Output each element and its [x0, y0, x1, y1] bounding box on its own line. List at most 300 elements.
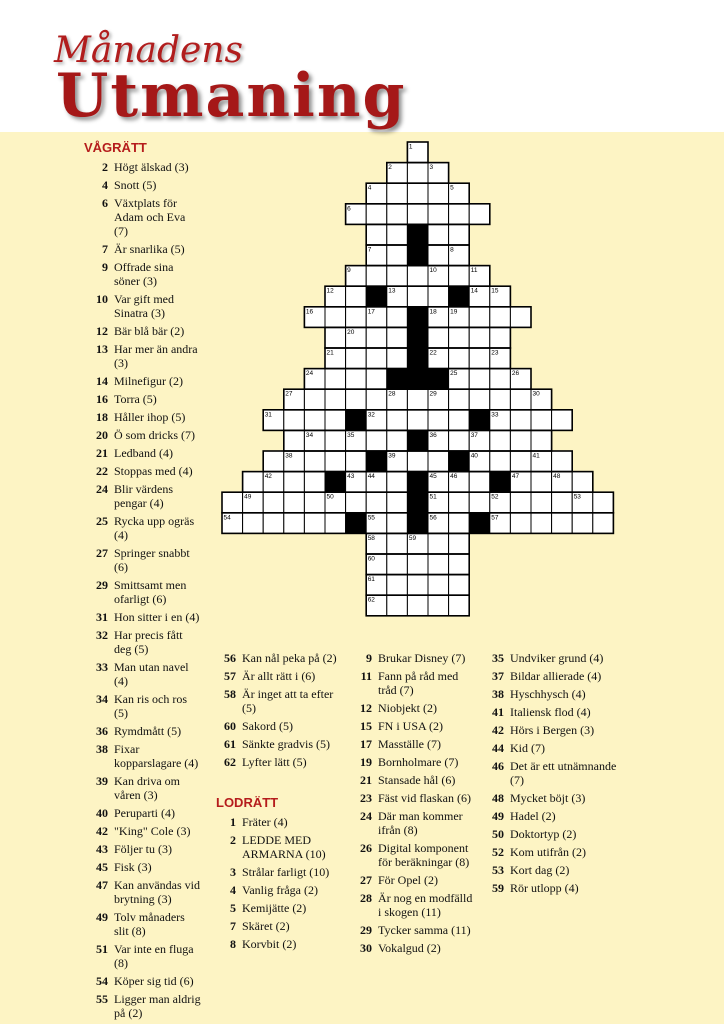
- clue-text: Kom utifrån (2): [510, 845, 586, 859]
- clue-text: Köper sig tid (6): [114, 974, 194, 988]
- grid-cell[interactable]: [469, 451, 490, 472]
- grid-cell[interactable]: [449, 410, 470, 431]
- clue-number: 61: [224, 737, 236, 751]
- grid-cell[interactable]: [304, 369, 325, 390]
- grid-cell[interactable]: [346, 430, 367, 451]
- grid-cell[interactable]: [593, 492, 614, 513]
- grid-cell[interactable]: [449, 533, 470, 554]
- grid-cell[interactable]: [366, 595, 387, 616]
- grid-cell[interactable]: [510, 451, 531, 472]
- grid-cell[interactable]: [428, 430, 449, 451]
- grid-cell[interactable]: [407, 142, 428, 163]
- grid-cell[interactable]: [449, 307, 470, 328]
- grid-cell[interactable]: [304, 430, 325, 451]
- clue-number: 37: [492, 669, 504, 683]
- grid-cell[interactable]: [304, 389, 325, 410]
- block-cell: [407, 245, 428, 266]
- grid-cell[interactable]: [510, 472, 531, 493]
- cell-number: 38: [285, 452, 293, 460]
- cell-number: 62: [367, 596, 375, 604]
- grid-cell[interactable]: [572, 492, 593, 513]
- grid-cell[interactable]: [263, 410, 284, 431]
- grid-cell[interactable]: [490, 348, 511, 369]
- clue-number: 16: [96, 392, 108, 406]
- clue-number: 9: [102, 260, 108, 274]
- grid-cell[interactable]: [387, 554, 408, 575]
- grid-cell[interactable]: [387, 348, 408, 369]
- grid-cell[interactable]: [531, 472, 552, 493]
- clue-text: Ö som dricks (7): [114, 428, 195, 442]
- cell-number: 14: [470, 287, 478, 295]
- grid-cell[interactable]: [263, 451, 284, 472]
- clue-text: Kan nål peka på (2): [242, 651, 337, 665]
- grid-cell[interactable]: [366, 245, 387, 266]
- grid-cell[interactable]: [531, 513, 552, 534]
- grid-cell[interactable]: [346, 348, 367, 369]
- cell-number: 37: [470, 431, 478, 439]
- clue-item: [84, 774, 202, 802]
- grid-cell[interactable]: [243, 513, 264, 534]
- cell-number: 57: [491, 514, 499, 522]
- grid-cell[interactable]: [387, 430, 408, 451]
- grid-cell[interactable]: [428, 348, 449, 369]
- cell-number: 54: [223, 514, 231, 522]
- grid-cell[interactable]: [387, 266, 408, 287]
- clue-item: [348, 669, 478, 697]
- grid-cell[interactable]: [469, 204, 490, 225]
- clue-item: [480, 845, 620, 859]
- grid-cell[interactable]: [469, 327, 490, 348]
- clue-number: 8: [230, 937, 236, 951]
- grid-cell[interactable]: [366, 430, 387, 451]
- grid-cell[interactable]: [387, 245, 408, 266]
- grid-cell[interactable]: [366, 389, 387, 410]
- grid-cell[interactable]: [510, 369, 531, 390]
- grid-cell[interactable]: [531, 492, 552, 513]
- clue-text: Är snarlika (5): [114, 242, 185, 256]
- clue-item: [480, 881, 620, 895]
- grid-cell[interactable]: [366, 492, 387, 513]
- grid-cell[interactable]: [407, 266, 428, 287]
- grid-cell[interactable]: [531, 430, 552, 451]
- clue-number: 43: [96, 842, 108, 856]
- grid-cell[interactable]: [407, 451, 428, 472]
- grid-cell[interactable]: [387, 286, 408, 307]
- grid-cell[interactable]: [490, 286, 511, 307]
- grid-cell[interactable]: [387, 327, 408, 348]
- clue-number: 27: [96, 546, 108, 560]
- grid-cell[interactable]: [387, 595, 408, 616]
- clue-number: 12: [360, 701, 372, 715]
- grid-cell[interactable]: [325, 327, 346, 348]
- grid-cell[interactable]: [490, 410, 511, 431]
- grid-cell[interactable]: [510, 430, 531, 451]
- grid-cell[interactable]: [510, 307, 531, 328]
- grid-cell[interactable]: [407, 286, 428, 307]
- grid-cell[interactable]: [304, 472, 325, 493]
- grid-cell[interactable]: [510, 513, 531, 534]
- grid-cell[interactable]: [469, 307, 490, 328]
- grid-cell[interactable]: [428, 245, 449, 266]
- cell-number: 2: [388, 164, 392, 172]
- grid-cell[interactable]: [469, 369, 490, 390]
- grid-cell[interactable]: [449, 492, 470, 513]
- grid-cell[interactable]: [284, 472, 305, 493]
- cell-number: 41: [532, 452, 540, 460]
- grid-cell[interactable]: [552, 472, 573, 493]
- grid-cell[interactable]: [469, 389, 490, 410]
- clue-number: 49: [492, 809, 504, 823]
- cell-number: 3: [429, 164, 434, 172]
- grid-cell[interactable]: [490, 327, 511, 348]
- grid-cell[interactable]: [469, 266, 490, 287]
- grid-cell[interactable]: [387, 204, 408, 225]
- clue-item: [84, 992, 202, 1020]
- grid-cell[interactable]: [469, 430, 490, 451]
- grid-cell[interactable]: [346, 266, 367, 287]
- grid-cell[interactable]: [490, 369, 511, 390]
- grid-cell[interactable]: [387, 513, 408, 534]
- grid-cell[interactable]: [531, 389, 552, 410]
- grid-cell[interactable]: [346, 307, 367, 328]
- grid-cell[interactable]: [284, 430, 305, 451]
- clue-text: Torra (5): [114, 392, 157, 406]
- clue-text: Kan ris och ros (5): [114, 692, 187, 720]
- grid-cell[interactable]: [366, 224, 387, 245]
- block-cell: [346, 410, 367, 431]
- clue-text: Har precis fått deg (5): [114, 628, 183, 656]
- grid-cell[interactable]: [552, 492, 573, 513]
- clue-text: Mycket böjt (3): [510, 791, 586, 805]
- grid-cell[interactable]: [387, 533, 408, 554]
- grid-cell[interactable]: [304, 307, 325, 328]
- clue-item: [212, 833, 344, 861]
- grid-cell[interactable]: [428, 327, 449, 348]
- cell-number: 58: [367, 534, 375, 542]
- grid-cell[interactable]: [428, 554, 449, 575]
- cell-number: 55: [367, 514, 375, 522]
- cell-number: 18: [429, 308, 437, 316]
- grid-cell[interactable]: [490, 307, 511, 328]
- grid-cell[interactable]: [366, 575, 387, 596]
- grid-cell[interactable]: [469, 286, 490, 307]
- grid-cell[interactable]: [366, 533, 387, 554]
- grid-cell[interactable]: [531, 410, 552, 431]
- grid-cell[interactable]: [243, 492, 264, 513]
- grid-cell[interactable]: [387, 183, 408, 204]
- grid-cell[interactable]: [490, 389, 511, 410]
- clue-text: Hyschhysch (4): [510, 687, 586, 701]
- block-cell: [407, 307, 428, 328]
- grid-cell[interactable]: [428, 410, 449, 431]
- clue-item: [348, 891, 478, 919]
- grid-cell[interactable]: [449, 327, 470, 348]
- clue-item: [84, 324, 202, 338]
- grid-cell[interactable]: [428, 389, 449, 410]
- grid-cell[interactable]: [428, 224, 449, 245]
- cell-number: 53: [573, 493, 581, 501]
- grid-cell[interactable]: [387, 575, 408, 596]
- cell-number: 25: [450, 370, 458, 378]
- grid-cell[interactable]: [346, 389, 367, 410]
- block-cell: [346, 513, 367, 534]
- grid-cell[interactable]: [284, 389, 305, 410]
- grid-cell[interactable]: [510, 389, 531, 410]
- clue-number: 9: [366, 651, 372, 665]
- grid-cell[interactable]: [366, 369, 387, 390]
- grid-cell[interactable]: [222, 513, 243, 534]
- grid-cell[interactable]: [572, 472, 593, 493]
- grid-cell[interactable]: [346, 286, 367, 307]
- clue-text: Digital komponent för beräkningar (8): [378, 841, 470, 869]
- grid-cell[interactable]: [552, 513, 573, 534]
- grid-cell[interactable]: [449, 513, 470, 534]
- clue-number: 31: [96, 610, 108, 624]
- cell-number: 15: [491, 287, 499, 295]
- clue-item: [84, 806, 202, 820]
- grid-cell[interactable]: [428, 492, 449, 513]
- clue-item: [212, 669, 344, 683]
- grid-cell[interactable]: [428, 286, 449, 307]
- grid-cell[interactable]: [407, 204, 428, 225]
- grid-cell[interactable]: [387, 224, 408, 245]
- cell-number: 30: [532, 390, 540, 398]
- grid-cell[interactable]: [284, 513, 305, 534]
- grid-cell[interactable]: [449, 245, 470, 266]
- grid-cell[interactable]: [263, 513, 284, 534]
- grid-cell[interactable]: [593, 513, 614, 534]
- grid-cell[interactable]: [428, 307, 449, 328]
- cell-number: 33: [491, 411, 499, 419]
- grid-cell[interactable]: [325, 430, 346, 451]
- grid-cell[interactable]: [366, 307, 387, 328]
- grid-cell[interactable]: [366, 327, 387, 348]
- grid-cell[interactable]: [387, 410, 408, 431]
- grid-cell[interactable]: [428, 163, 449, 184]
- grid-cell[interactable]: [325, 451, 346, 472]
- clue-item: [480, 651, 620, 665]
- grid-cell[interactable]: [387, 472, 408, 493]
- clue-text: Hon sitter i en (4): [114, 610, 200, 624]
- grid-cell[interactable]: [407, 410, 428, 431]
- clue-item: [348, 923, 478, 937]
- grid-cell[interactable]: [346, 204, 367, 225]
- clue-number: 21: [360, 773, 372, 787]
- grid-cell[interactable]: [387, 163, 408, 184]
- clue-number: 28: [360, 891, 372, 905]
- clue-item: [84, 742, 202, 770]
- grid-cell[interactable]: [325, 286, 346, 307]
- block-cell: [366, 451, 387, 472]
- grid-cell[interactable]: [346, 369, 367, 390]
- grid-cell[interactable]: [428, 183, 449, 204]
- grid-cell[interactable]: [387, 451, 408, 472]
- clue-text: Vokalgud (2): [378, 941, 441, 955]
- grid-cell[interactable]: [449, 224, 470, 245]
- grid-cell[interactable]: [366, 513, 387, 534]
- grid-cell[interactable]: [304, 410, 325, 431]
- clue-item: [84, 178, 202, 192]
- clue-text: LEDDE MED ARMARNA (10): [242, 833, 326, 861]
- grid-cell[interactable]: [366, 348, 387, 369]
- clue-text: Ledband (4): [114, 446, 173, 460]
- grid-cell[interactable]: [449, 183, 470, 204]
- clue-number: 19: [360, 755, 372, 769]
- clue-text: Smittsamt men ofarligt (6): [114, 578, 187, 606]
- clue-number: 33: [96, 660, 108, 674]
- grid-cell[interactable]: [387, 307, 408, 328]
- grid-cell[interactable]: [325, 513, 346, 534]
- grid-cell[interactable]: [366, 266, 387, 287]
- grid-cell[interactable]: [284, 492, 305, 513]
- grid-cell[interactable]: [428, 204, 449, 225]
- clue-item: [84, 392, 202, 406]
- grid-cell[interactable]: [428, 533, 449, 554]
- grid-cell[interactable]: [263, 472, 284, 493]
- clue-text: Vanlig fråga (2): [242, 883, 318, 897]
- grid-cell[interactable]: [284, 451, 305, 472]
- cell-number: 4: [367, 184, 372, 192]
- grid-cell[interactable]: [325, 307, 346, 328]
- grid-cell[interactable]: [407, 183, 428, 204]
- clue-number: 24: [360, 809, 372, 823]
- grid-cell[interactable]: [304, 451, 325, 472]
- clue-item: [84, 342, 202, 370]
- down-heading: LODRÄTT: [216, 795, 279, 810]
- grid-cell[interactable]: [449, 389, 470, 410]
- clue-item: [84, 692, 202, 720]
- grid-cell[interactable]: [428, 451, 449, 472]
- grid-cell[interactable]: [346, 472, 367, 493]
- grid-cell[interactable]: [346, 492, 367, 513]
- block-cell: [366, 286, 387, 307]
- grid-cell[interactable]: [407, 554, 428, 575]
- clue-text: Rycka upp ogräs (4): [114, 514, 195, 542]
- grid-cell[interactable]: [366, 183, 387, 204]
- clue-number: 57: [224, 669, 236, 683]
- grid-cell[interactable]: [490, 451, 511, 472]
- cell-number: 44: [367, 473, 375, 481]
- clue-number: 45: [96, 860, 108, 874]
- cell-number: 36: [429, 431, 437, 439]
- grid-cell[interactable]: [428, 595, 449, 616]
- clue-number: 15: [360, 719, 372, 733]
- grid-cell[interactable]: [407, 595, 428, 616]
- grid-cell[interactable]: [572, 513, 593, 534]
- grid-cell[interactable]: [449, 554, 470, 575]
- clue-item: [84, 860, 202, 874]
- grid-cell[interactable]: [490, 513, 511, 534]
- cell-number: 59: [408, 534, 417, 542]
- clue-text: Fann på råd med tråd (7): [378, 669, 459, 697]
- grid-cell[interactable]: [366, 472, 387, 493]
- grid-cell[interactable]: [428, 575, 449, 596]
- clue-item: [84, 724, 202, 738]
- title-script: Månadens: [54, 30, 243, 71]
- clue-item: [84, 374, 202, 388]
- grid-cell[interactable]: [449, 595, 470, 616]
- clue-item: [84, 878, 202, 906]
- block-cell: [469, 410, 490, 431]
- grid-cell[interactable]: [387, 492, 408, 513]
- clue-number: 10: [96, 292, 108, 306]
- clue-text: Är allt rätt i (6): [242, 669, 316, 683]
- clue-item: [348, 737, 478, 751]
- grid-cell[interactable]: [510, 492, 531, 513]
- grid-cell[interactable]: [449, 266, 470, 287]
- cell-number: 56: [429, 514, 437, 522]
- grid-cell[interactable]: [469, 348, 490, 369]
- grid-cell[interactable]: [469, 472, 490, 493]
- grid-cell[interactable]: [222, 492, 243, 513]
- grid-cell[interactable]: [284, 410, 305, 431]
- grid-cell[interactable]: [325, 369, 346, 390]
- grid-cell[interactable]: [449, 369, 470, 390]
- grid-cell[interactable]: [407, 163, 428, 184]
- clue-number: 14: [96, 374, 108, 388]
- clue-number: 30: [360, 941, 372, 955]
- grid-cell[interactable]: [469, 492, 490, 513]
- grid-cell[interactable]: [325, 348, 346, 369]
- grid-cell[interactable]: [243, 472, 264, 493]
- grid-cell[interactable]: [552, 410, 573, 431]
- grid-cell[interactable]: [407, 575, 428, 596]
- cell-number: 5: [450, 184, 454, 192]
- grid-cell[interactable]: [346, 327, 367, 348]
- grid-cell[interactable]: [449, 575, 470, 596]
- block-cell: [449, 451, 470, 472]
- grid-cell[interactable]: [346, 451, 367, 472]
- clue-item: [84, 514, 202, 542]
- grid-cell[interactable]: [325, 492, 346, 513]
- grid-cell[interactable]: [449, 430, 470, 451]
- clue-item: [84, 428, 202, 442]
- clue-text: Offrade sina söner (3): [114, 260, 174, 288]
- grid-cell[interactable]: [510, 410, 531, 431]
- clue-number: 5: [230, 901, 236, 915]
- grid-cell[interactable]: [263, 492, 284, 513]
- grid-cell[interactable]: [366, 204, 387, 225]
- grid-cell[interactable]: [428, 513, 449, 534]
- grid-cell[interactable]: [387, 389, 408, 410]
- clue-number: 60: [224, 719, 236, 733]
- grid-cell[interactable]: [304, 492, 325, 513]
- grid-cell[interactable]: [490, 492, 511, 513]
- grid-cell[interactable]: [449, 348, 470, 369]
- grid-cell[interactable]: [325, 410, 346, 431]
- grid-cell[interactable]: [407, 533, 428, 554]
- grid-cell[interactable]: [490, 430, 511, 451]
- grid-cell[interactable]: [428, 266, 449, 287]
- cell-number: 40: [470, 452, 478, 460]
- cell-number: 20: [347, 328, 355, 336]
- grid-cell[interactable]: [325, 389, 346, 410]
- grid-cell[interactable]: [366, 554, 387, 575]
- clue-number: 62: [224, 755, 236, 769]
- grid-cell[interactable]: [428, 472, 449, 493]
- grid-cell[interactable]: [449, 472, 470, 493]
- cell-number: 24: [305, 370, 314, 378]
- grid-cell[interactable]: [552, 451, 573, 472]
- clue-item: [84, 942, 202, 970]
- grid-cell[interactable]: [304, 513, 325, 534]
- grid-cell[interactable]: [407, 389, 428, 410]
- grid-cell[interactable]: [449, 204, 470, 225]
- grid-cell[interactable]: [366, 410, 387, 431]
- cell-number: 28: [388, 390, 396, 398]
- grid-cell[interactable]: [531, 451, 552, 472]
- clue-number: 50: [492, 827, 504, 841]
